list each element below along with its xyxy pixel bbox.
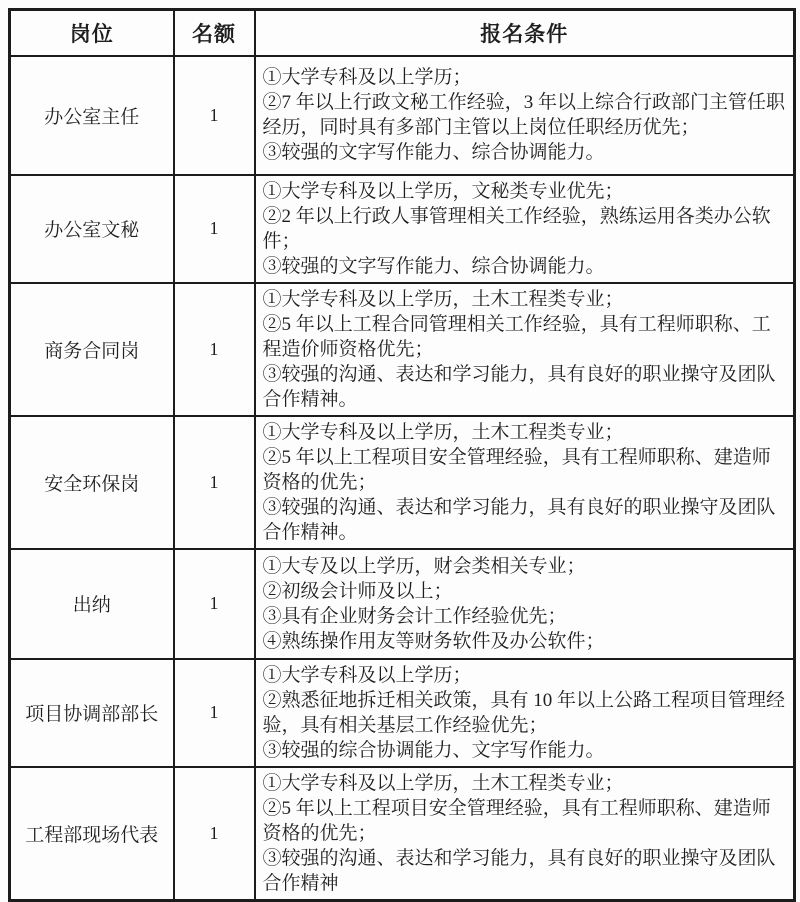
col-header-position: 岗位 xyxy=(10,10,174,56)
condition-line: ②熟悉征地拆迁相关政策，具有 10 年以上公路工程项目管理经验，具有相关基层工作经验优先； xyxy=(262,689,786,736)
col-header-quota: 名额 xyxy=(174,10,255,56)
position-cell: 出纳 xyxy=(10,549,174,659)
table-row xyxy=(10,175,795,283)
table-body xyxy=(10,56,795,901)
position-cell: 安全环保岗 xyxy=(10,416,174,549)
conditions-cell xyxy=(255,416,795,549)
conditions-cell xyxy=(255,549,795,659)
condition-line: ③较强的沟通、表达和学习能力，具有良好的职业操守及团队合作精神。 xyxy=(262,496,776,543)
position-cell: 商务合同岗 xyxy=(10,283,174,416)
condition-line: ①大学专科及以上学历，土木工程类专业； xyxy=(262,772,624,794)
table-row xyxy=(10,56,795,175)
table-row xyxy=(10,549,795,659)
condition-line: ①大学专科及以上学历； xyxy=(262,664,472,686)
conditions-cell xyxy=(255,175,795,283)
table-row xyxy=(10,416,795,549)
quota-cell: 1 xyxy=(174,767,255,901)
position-cell: 办公室文秘 xyxy=(10,175,174,283)
quota-cell: 1 xyxy=(174,283,255,416)
quota-cell: 1 xyxy=(174,416,255,549)
conditions-cell xyxy=(255,659,795,767)
condition-line: ④熟练操作用友等财务软件及办公软件； xyxy=(262,630,605,652)
table-header xyxy=(10,10,795,56)
table-row xyxy=(10,283,795,416)
condition-line: ①大专及以上学历，财会类相关专业； xyxy=(262,555,586,577)
condition-line: ①大学专科及以上学历，土木工程类专业； xyxy=(262,421,624,443)
position-cell: 项目协调部部长 xyxy=(10,659,174,767)
condition-line: ①大学专科及以上学历； xyxy=(262,67,472,88)
quota-cell: 1 xyxy=(174,175,255,283)
condition-line: ②7 年以上行政文秘工作经验，3 年以上综合行政部门主管任职经历，同时具有多部门主管以上岗位任职经历优先； xyxy=(262,92,786,138)
quota-cell: 1 xyxy=(174,659,255,767)
condition-line: ③较强的综合协调能力、文字写作能力。 xyxy=(262,739,605,761)
condition-line: ②5 年以上工程项目安全管理经验，具有工程师职称、建造师资格的优先； xyxy=(262,446,771,493)
quota-cell: 1 xyxy=(174,549,255,659)
condition-line: ③具有企业财务会计工作经验优先； xyxy=(262,605,567,627)
quota-cell: 1 xyxy=(174,56,255,175)
recruitment-table xyxy=(8,8,796,902)
condition-line: ②5 年以上工程项目安全管理经验，具有工程师职称、建造师资格的优先； xyxy=(262,797,771,844)
col-header-conditions: 报名条件 xyxy=(255,10,795,56)
header-row xyxy=(10,10,795,56)
condition-line: ②5 年以上工程合同管理相关工作经验，具有工程师职称、工程造价师资格优先； xyxy=(262,313,771,360)
condition-line: ①大学专科及以上学历，土木工程类专业； xyxy=(262,288,624,310)
condition-line: ②初级会计师及以上； xyxy=(262,580,453,602)
condition-line: ①大学专科及以上学历，文秘类专业优先； xyxy=(262,180,624,202)
position-cell: 工程部现场代表 xyxy=(10,767,174,901)
conditions-cell xyxy=(255,767,795,901)
condition-line: ③较强的沟通、表达和学习能力，具有良好的职业操守及团队合作精神 xyxy=(262,847,776,894)
condition-line: ③较强的沟通、表达和学习能力，具有良好的职业操守及团队合作精神。 xyxy=(262,363,776,410)
condition-line: ③较强的文字写作能力、综合协调能力。 xyxy=(262,142,605,163)
table-row xyxy=(10,767,795,901)
condition-line: ③较强的文字写作能力、综合协调能力。 xyxy=(262,255,605,277)
conditions-cell xyxy=(255,283,795,416)
position-cell: 办公室主任 xyxy=(10,56,174,175)
table-row xyxy=(10,659,795,767)
condition-line: ②2 年以上行政人事管理相关工作经验，熟练运用各类办公软件； xyxy=(262,205,771,252)
conditions-cell xyxy=(255,56,795,175)
